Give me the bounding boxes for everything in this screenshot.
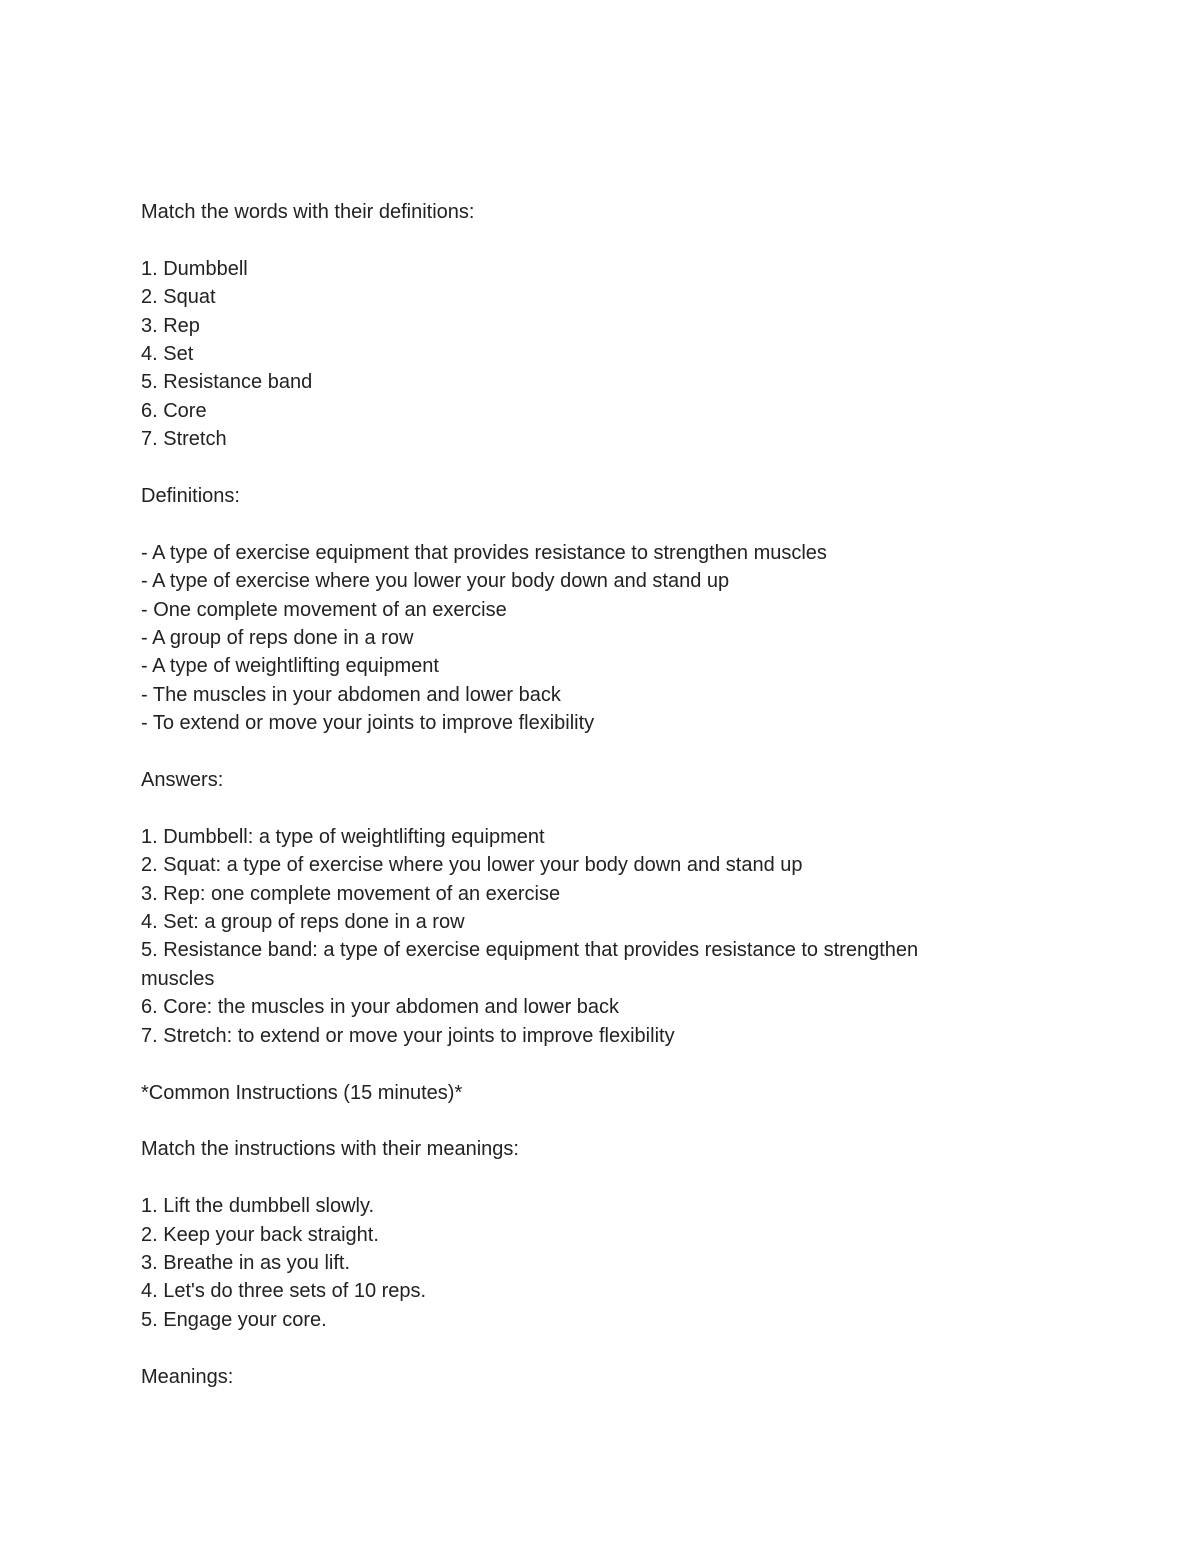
instruction-item: 2. Keep your back straight. xyxy=(141,1223,379,1246)
answer-item: 6. Core: the muscles in your abdomen and lower back xyxy=(141,996,620,1019)
spacer xyxy=(141,738,1041,766)
answer-list xyxy=(141,823,1041,1050)
spacer xyxy=(141,794,1041,822)
definition-item: - To extend or move your joints to improve flexibility xyxy=(141,712,595,735)
definition-item: - A type of weightlifting equipment xyxy=(141,655,439,678)
document-page xyxy=(141,198,1041,1391)
instruction-item: 5. Engage your core. xyxy=(141,1308,327,1331)
word-item: 6. Core xyxy=(141,399,207,422)
instruction-item: 4. Let's do three sets of 10 reps. xyxy=(141,1280,427,1303)
meanings-heading: Meanings: xyxy=(141,1365,234,1388)
answer-item: 7. Stretch: to extend or move your joints to improve flexibility xyxy=(141,1024,675,1047)
word-item: 4. Set xyxy=(141,343,194,366)
word-item: 3. Rep xyxy=(141,314,200,337)
definitions-heading: Definitions: xyxy=(141,485,240,508)
instructions-heading: Match the instructions with their meanings: xyxy=(141,1138,519,1161)
word-item: 5. Resistance band xyxy=(141,371,313,394)
word-list xyxy=(141,255,1041,454)
spacer xyxy=(141,1107,1041,1135)
vocab-heading: Match the words with their definitions: xyxy=(141,201,475,223)
spacer xyxy=(141,1334,1041,1362)
answer-item: 4. Set: a group of reps done in a row xyxy=(141,911,465,934)
answer-item: 2. Squat: a type of exercise where you lower your body down and stand up xyxy=(141,854,803,877)
answer-item: 3. Rep: one complete movement of an exercise xyxy=(141,882,561,905)
word-item: 2. Squat xyxy=(141,286,216,309)
spacer xyxy=(141,226,1041,254)
instruction-item: 3. Breathe in as you lift. xyxy=(141,1251,351,1274)
answers-heading: Answers: xyxy=(141,769,224,792)
word-item: 1. Dumbbell xyxy=(141,257,248,280)
definition-item: - A type of exercise where you lower your body down and stand up xyxy=(141,570,730,593)
definition-item: - The muscles in your abdomen and lower back xyxy=(141,683,561,706)
spacer xyxy=(141,1164,1041,1192)
spacer xyxy=(141,510,1041,538)
spacer xyxy=(141,454,1041,482)
section-title: *Common Instructions (15 minutes)* xyxy=(141,1081,463,1104)
definition-item: - A type of exercise equipment that provides resistance to strengthen muscles xyxy=(141,541,827,564)
definition-list xyxy=(141,539,1041,738)
spacer xyxy=(141,1050,1041,1078)
answer-item: 1. Dumbbell: a type of weightlifting equipment xyxy=(141,825,545,848)
definition-item: - A group of reps done in a row xyxy=(141,627,414,650)
instruction-list xyxy=(141,1192,1041,1334)
answer-item: 5. Resistance band: a type of exercise equipment that provides resistance to strengthen muscles xyxy=(141,939,924,990)
instruction-item: 1. Lift the dumbbell slowly. xyxy=(141,1195,375,1218)
word-item: 7. Stretch xyxy=(141,428,227,451)
definition-item: - One complete movement of an exercise xyxy=(141,598,507,621)
